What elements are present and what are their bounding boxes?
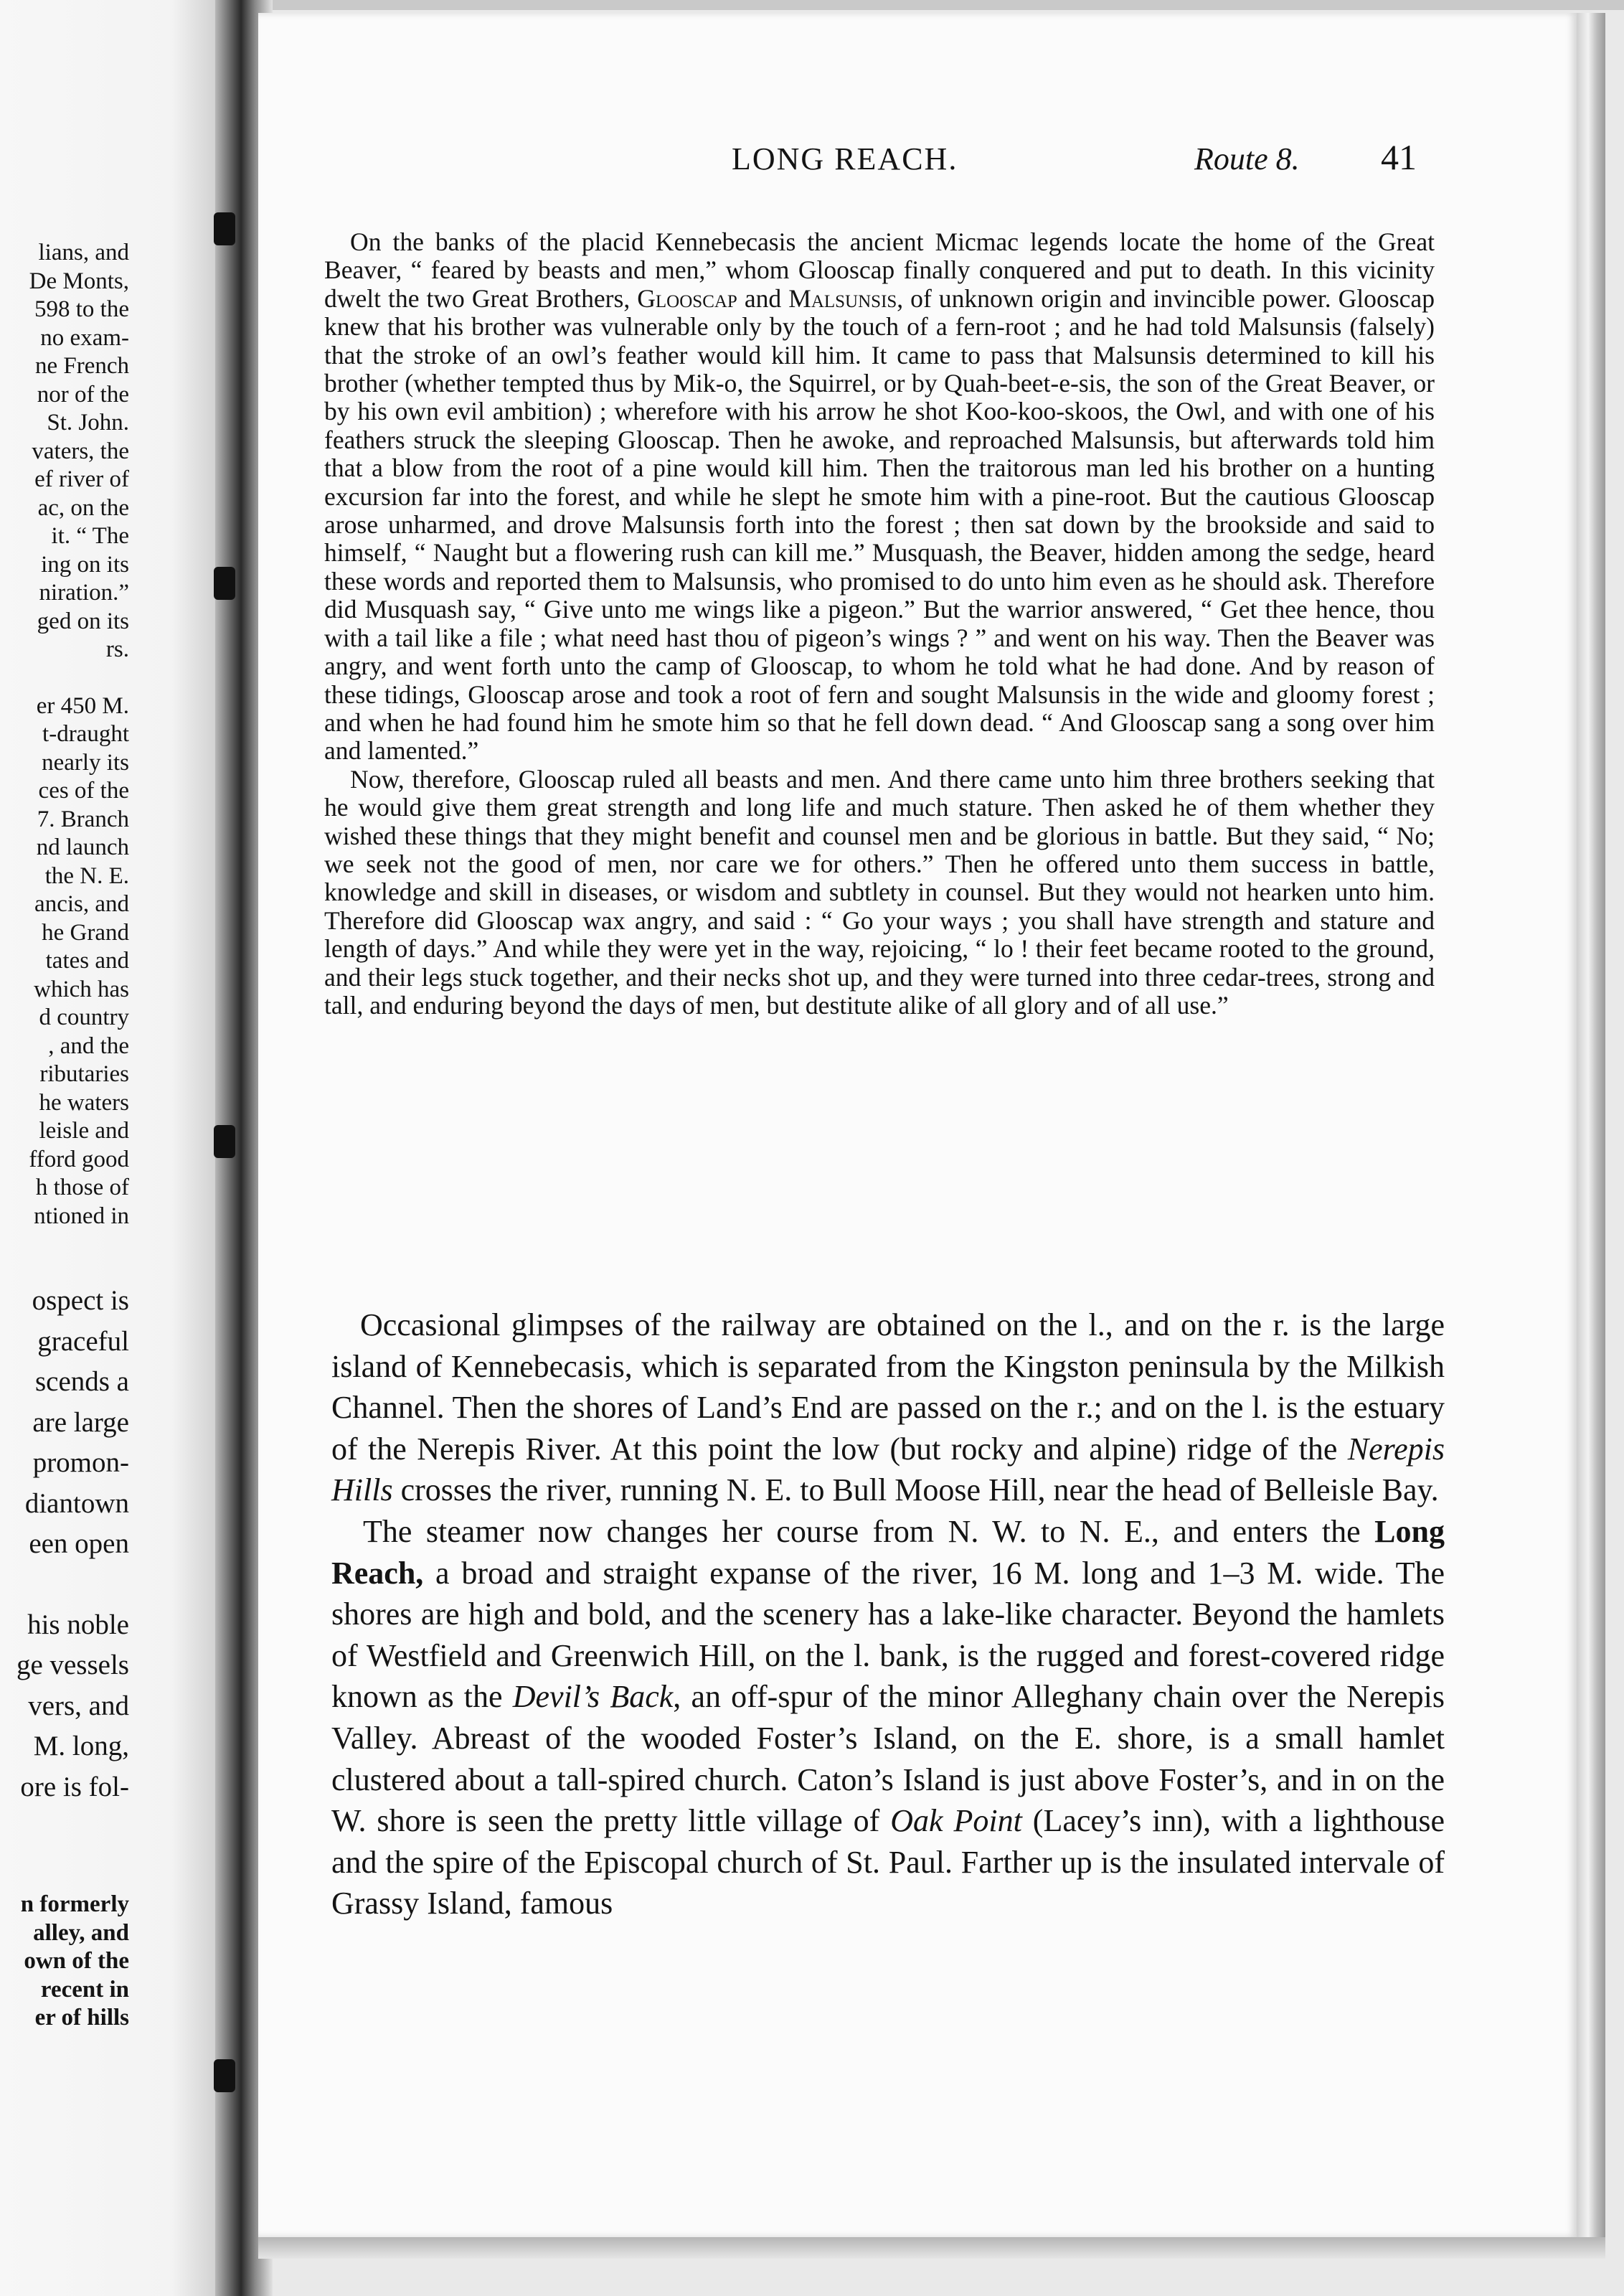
text-line: ore is fol- — [20, 1771, 129, 1802]
legend-footnote — [324, 228, 1435, 1020]
text-line: ge vessels — [16, 1650, 129, 1680]
text-line: ributaries — [39, 1061, 129, 1087]
page-number: 41 — [1381, 137, 1417, 177]
left-page-fragment — [0, 0, 215, 2296]
main-body-text — [331, 1304, 1445, 1924]
text-line: ged on its — [37, 608, 129, 634]
text-line: M. long, — [33, 1731, 129, 1761]
section-heading-bold: Long Reach, — [331, 1513, 1445, 1591]
page-stack-edge — [1577, 13, 1605, 2244]
text-line: n formerly — [20, 1891, 129, 1917]
text-line: vers, and — [28, 1690, 129, 1721]
text-line: h those of — [35, 1175, 129, 1200]
binding-staple — [214, 567, 235, 600]
text-line: niration.” — [39, 580, 129, 606]
text-line: er 450 M. — [36, 692, 129, 719]
route-label: Route 8. — [1194, 141, 1300, 177]
text-line: the N. E. — [44, 862, 129, 889]
body-paragraph-1: Occasional glimpses of the railway are obtained on the l., and on the r. is the large island of Kennebecasis, which is separated from the Kingston peninsula by the Milkish Channel. Then the shores of Land’s End are passed on the r.; and on the l. is the estuary of the Nerepis River. At this point the low (but rocky and alpine) ridge of the Nerepis Hills crosses the river, running N. E. to Bull Moose Hill, near the head of Belleisle Bay. — [331, 1307, 1445, 1508]
text-line: it. “ The — [51, 523, 129, 549]
text-line: graceful — [37, 1325, 129, 1357]
text-line: leisle and — [39, 1118, 129, 1144]
place-name-italic: Nerepis Hills — [331, 1431, 1445, 1508]
text-line: diantown — [24, 1487, 129, 1519]
text-line: promon- — [32, 1447, 129, 1478]
binding-staple — [214, 1125, 235, 1158]
running-header — [732, 137, 1427, 184]
place-name-italic: Devil’s Back — [512, 1679, 674, 1715]
text-line: er of hills — [34, 2005, 129, 2031]
text-line: no exam- — [40, 324, 129, 351]
text-line: his noble — [27, 1609, 129, 1640]
body-paragraph-2: The steamer now changes her course from N. W. to N. E., and enters the Long Reach, a broad and straight expanse of the river, 16 M. long and 1–3 M. wide. The shores are high and bold, and the scenery has a lake-like character. Beyond the hamlets of Westfield and Greenwich Hill, on the l. bank, is the rugged and forest-covered ridge known as the Devil’s Back, an off-spur of the minor Alleghany chain over the Nerepis Valley. Abreast of the wooded Foster’s Island, on the E. shore, is a small hamlet clustered about a tall-spired church. Caton’s Island is just above Foster’s, and in on the W. shore is seen the pretty little village of Oak Point (Lacey’s inn), with a lighthouse and the spire of the Episcopal church of St. Paul. Farther up is the insulated intervale of Grassy Island, famous — [331, 1513, 1445, 1921]
text-line: are large — [32, 1406, 129, 1438]
text-line: 7. Branch — [37, 806, 129, 832]
text-line: nor of the — [37, 381, 129, 408]
text-line: ntioned in — [34, 1203, 129, 1229]
text-line: vaters, the — [32, 438, 129, 464]
text-line: De Monts, — [29, 268, 129, 294]
text-line: een open — [29, 1528, 129, 1559]
text-line: lians, and — [38, 240, 129, 265]
text-line: nd launch — [36, 834, 129, 860]
small-caps-name: Malsunsis — [788, 283, 897, 313]
text-line: he waters — [39, 1089, 129, 1116]
text-line: , and the — [48, 1032, 129, 1059]
text-line: St. John. — [47, 410, 129, 436]
text-line: 598 to the — [34, 296, 129, 322]
text-line: d country — [39, 1004, 129, 1030]
text-line: ospect is — [32, 1285, 129, 1316]
small-caps-name: Glooscap — [637, 283, 737, 313]
text-line: recent in — [40, 1976, 129, 2003]
place-name-italic: Oak Point — [890, 1803, 1022, 1839]
text-line: tates and — [45, 948, 129, 974]
text-line: which has — [34, 976, 129, 1002]
legend-paragraph-1: On the banks of the placid Kennebecasis the ancient Micmac legends locate the home of the Great Beaver, “ feared by beasts and men,” whom Glooscap finally conquered and put to death. In this vicinity dwelt the two Great Brothers, Glooscap and Malsunsis, of unknown origin and invincible power. Glooscap knew that his brother was vulnerable only by the touch of a fern-root ; and he had told Malsunsis (falsely) that the stroke of an owl’s feather would kill him. It came to pass that Malsunsis determined to kill his brother (whether tempted thus by Mik-o, the Squirrel, or by Quah-beet-e-sis, the son of the Great Beaver, or by his own evil ambition) ; wherefore with his arrow he shot Koo-koo-skoos, the Owl, and with one of his feathers struck the sleeping Glooscap. Then he awoke, and reproached Malsunsis, but afterwards told him that a blow from the root of a pine would kill him. Then the traitorous man led his brother on a hunting excursion far into the forest, and while he slept he smote him with a pine-root. But the cautious Glooscap arose unharmed, and drove Malsunsis forth into the forest ; then sat down by the brookside and said to himself, “ Naught but a flowering rush can kill me.” Musquash, the Beaver, hidden among the sedge, heard these words and reported them to Malsunsis, who promised to do unto him even as he should ask. Therefore did Musquash say, “ Give unto me wings like a pigeon.” But the warrior answered, “ Get thee hence, thou with a tail like a file ; what need hast thou of pigeon’s wings ? ” and went on his way. Then the Beaver was angry, and went forth unto the camp of Glooscap, to whom he told what he had done. And by reason of these tidings, Glooscap arose and took a root of fern and sought Malsunsis in the wide and gloomy forest ; and when he had found him he smote him so that he fell down dead. “ And Glooscap sang a song over him and lamented.” — [324, 227, 1435, 766]
text-line: ac, on the — [37, 494, 129, 521]
text-line: t-draught — [42, 721, 129, 747]
page-bottom-edge — [258, 2237, 1605, 2259]
left-page-block-1 — [0, 239, 129, 1231]
text-line: nearly its — [42, 749, 129, 776]
text-line: ne French — [34, 353, 129, 379]
legend-paragraph-2: Now, therefore, Glooscap ruled all beasts and men. And there came unto him three brothers seeking that he would give them great strength and long life and much stature. Then asked he of them whether they wished these things that they might benefit and counsel men and be glorious in battle. But they said, “ No; we seek not the good of men, nor care we for others.” Then he offered unto them success in battle, knowledge and skill in diseases, or wisdom and subtlety in counsel. But they would not hearken unto him. Therefore did Glooscap wax angry, and said : “ Go your ways ; you shall have strength and stature and length of days.” And while they were yet in the way, rejoicing, “ lo ! their feet became rooted to the ground, and their legs stuck together, and their necks shot up, and they were turned into three cedar-trees, strong and tall, and enduring beyond the days of men, but destitute alike of all glory and of all use.” — [324, 764, 1435, 1020]
running-title: LONG REACH. — [732, 141, 958, 177]
text-line: he Grand — [42, 919, 129, 946]
text-line: fford good — [29, 1146, 129, 1172]
text-line: rs. — [105, 636, 129, 662]
left-page-block-4 — [0, 1891, 129, 2033]
text-line: ancis, and — [34, 891, 129, 917]
text-line: scends a — [34, 1366, 129, 1397]
binding-staple — [214, 212, 235, 245]
text-line: ces of the — [38, 778, 129, 804]
text-line: own of the — [24, 1948, 129, 1974]
text-line: ef river of — [34, 466, 129, 492]
binding-staple — [214, 2059, 235, 2092]
text-line: alley, and — [33, 1919, 129, 1946]
left-page-block-3 — [0, 1281, 129, 1807]
text-line: ing on its — [41, 551, 129, 578]
